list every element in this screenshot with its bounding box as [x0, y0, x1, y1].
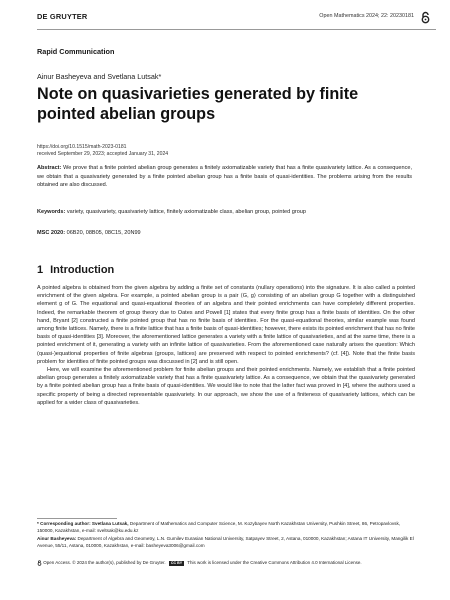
keywords-label: Keywords: — [37, 209, 66, 215]
keywords-text: variety, quasivariety, quasivariety lattice, finitely axiomatizable class, abelian group, pointed group — [66, 209, 306, 215]
abstract — [37, 164, 412, 190]
cc-by-badge-icon[interactable]: CC BY — [170, 560, 183, 565]
paragraph: Here, we will examine the aforementioned problem for finite abelian groups and their pointed enrichments. Namely, we establish that a finite pointed abelian group generates a finitely axiomatizable variety that has a finite quasivariety lattice. As a consequence, we obtain that the quasivariety generated by a finite pointed abelian group has a finite basis of quasi-identities. We would like to note that the latter fact was proved in [4], where the authors used a specific property of being a directed representable quasivariety. In our approach, we show the use of a finiteness of quasivariety lattices, which can be applied for a wider class of quasivarieties. — [37, 367, 415, 406]
msc-codes — [37, 229, 412, 238]
header-rule — [37, 29, 436, 30]
license-prefix: Open Access. © 2024 the author(s), published by De Gruyter. — [43, 560, 166, 566]
article-type: Rapid Communication — [37, 47, 115, 56]
footnote-corresponding — [37, 521, 415, 534]
keywords — [37, 208, 412, 217]
doi-link[interactable]: https://doi.org/10.1515/math-2023-0181 — [37, 144, 127, 150]
abstract-label: Abstract: — [37, 165, 62, 171]
license-notice — [37, 560, 415, 567]
section-number: 1 — [37, 264, 44, 276]
article-meta — [37, 144, 168, 157]
footnote-label: Ainur Basheyeva: — [37, 536, 77, 541]
journal-reference: Open Mathematics 2024; 22: 20230181 — [319, 13, 414, 19]
footnote-second-author — [37, 536, 415, 549]
footnote-text: Department of Mathematics and Computer Science, M. Kozybayev North Kazakhstan University, Pushkin Street, 86, Petropavlovsk, 150000, Kazakhstan, e-mail: sveltsak@ku.edu.kz — [37, 521, 401, 533]
section-title: Introduction — [50, 264, 115, 276]
footnote-rule — [37, 518, 117, 519]
footnote-text: Department of Algebra and Geometry, L.N. Gumilev Eurasian National University, Satpayev Street, 2, Astana, 010000, Kazakhstan; Astana IT University, Mangilik El Avenue, 55/11, Astana, 010000, Kazakhstan, e-mail: basheyeva3006@gmail.com — [37, 536, 414, 548]
abstract-text: We prove that a finite pointed abelian group generates a finitely axiomatizable variety that has a finite quasivariety lattice. As a consequence, we obtain that a quasivariety generated by a finite pointed abelian group has a finite basis of quasi-identities. The problems arising from the results obtained are also discussed. — [37, 165, 412, 188]
license-suffix: This work is licensed under the Creative Commons Attribution 4.0 International License. — [187, 560, 362, 566]
section-heading — [37, 264, 114, 276]
footnote-label: * Corresponding author: Svetlana Lutsak, — [37, 521, 129, 526]
msc-text: 06B20, 08B05, 08C15, 20N99 — [66, 230, 141, 236]
open-access-icon — [37, 560, 42, 566]
intro-body — [37, 284, 415, 407]
running-header — [37, 12, 436, 26]
article-title: Note on quasivarieties generated by finite pointed abelian groups — [37, 85, 359, 123]
paragraph: A pointed algebra is obtained from the given algebra by adding a finite set of constants (nullary operations) into the signature. It is also called a pointed enrichment of the given algebra. For example, a pointed abelian group is a pair ⟨G, g⟩ consisting of an abelian group G together with a distinguished element g of G. The equational and quasi-equational theories of an algebra and their pointed enrichments can have completely different properties. Indeed, the remarkable theorem of group theory due to Oates and Powell [1] states that every finite group has a finite basis of identities. On the other hand, Bryant [2] constructed a finite pointed group that has no finite basis of identities. For the quasi-equational theories, similar example was found among finite lattices. Namely, there is a finite lattice that has a finite basis of quasi-identities; however, there exists its pointed enrichment that has no finite basis of quasi-identities [3]. Moreover, the aforementioned lattice generates a variety with a finite lattice of quasivarieties, and at the same time, there is a pointed enrichment of it, generating a variety with an infinite lattice of quasivarieties. From the aforementioned case naturally arises the question: Which (quasi-)equational properties of finite algebras (groups, lattices) are preserved with respect to pointed enrichments? (cf. [4]). Note that the finite basis problem for identities of finite pointed groups was discussed in [2] and is still open. — [37, 285, 415, 365]
msc-label: MSC 2020: — [37, 230, 66, 236]
author-list: Ainur Basheyeva and Svetlana Lutsak* — [37, 72, 162, 81]
article-dates: received September 29, 2023; accepted January 31, 2024 — [37, 150, 169, 157]
open-access-icon — [420, 11, 431, 24]
publisher-name: DE GRUYTER — [37, 12, 88, 21]
